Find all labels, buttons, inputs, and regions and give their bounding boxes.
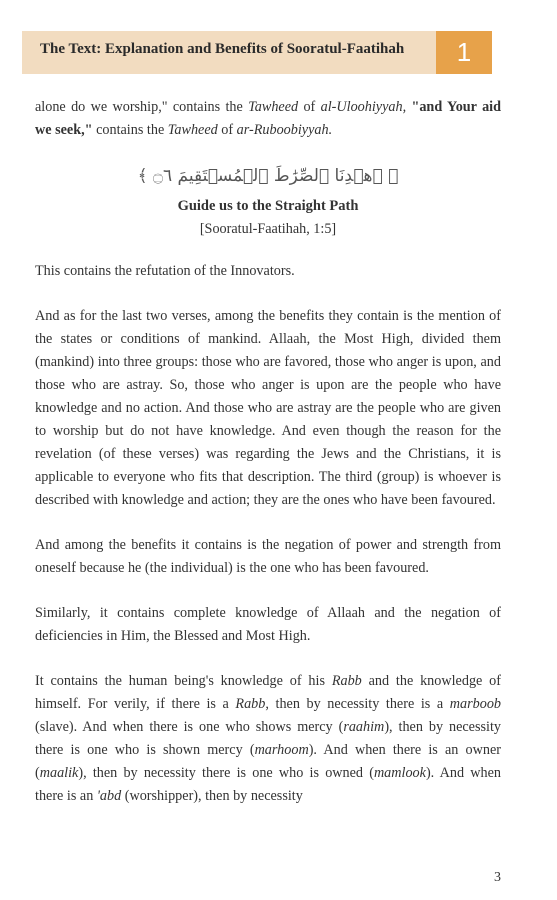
text-segment: ). And when there is an owner ( xyxy=(35,742,501,781)
intro-text-2: of xyxy=(298,99,321,115)
paragraph-gap xyxy=(35,283,501,305)
intro-paragraph xyxy=(35,96,501,142)
chapter-number: 1 xyxy=(456,37,472,67)
intro-text-4: of xyxy=(217,122,237,138)
term-abd: 'abd xyxy=(96,788,122,804)
paragraph-knowledge-of-allaah: Similarly, it contains complete knowledge of Allaah and the negation of deficiencies in Him, the Blessed and Most High. xyxy=(35,605,501,644)
quran-verse-block xyxy=(35,162,501,240)
paragraph-knowledge-of-rabb xyxy=(35,670,501,808)
paragraph-gap xyxy=(35,580,501,602)
text-segment: and the knowledge of himself. For verily, if there is a xyxy=(35,673,501,712)
intro-text-1: alone do we worship," contains the xyxy=(35,99,249,115)
term-ar-ruboobiyyah: ar-Ruboobiyyah. xyxy=(236,122,333,138)
text-segment: ), then by necessity there is one who is owned ( xyxy=(78,765,374,781)
running-header-title: The Text: Explanation and Benefits of Sooratul-Faatihah xyxy=(40,41,405,57)
text-segment: (worshipper), then by necessity xyxy=(121,788,303,804)
term-tawheed-2: Tawheed xyxy=(167,122,218,138)
term-rabb-2: Rabb xyxy=(235,696,266,712)
intro-text-3: contains the xyxy=(92,122,168,138)
paragraph-refutation: This contains the refutation of the Innovators. xyxy=(35,263,295,279)
term-marboob: marboob xyxy=(449,696,502,712)
page-number: 3 xyxy=(494,870,501,885)
paragraph-conditions-of-mankind: And as for the last two verses, among the benefits they contain is the mention of the states or conditions of mankind. Allaah, the Most High, divided them (mankind) into three groups: those who are favored, those who anger is upon, and those who are astray. So, those who anger is upon are the people who have knowledge and no action. And those who are astray are the people who are given to worship but do not have knowledge. And even though the reason for the revelation (of these verses) was regarding the Jews and the Christians, it is applicable to everyone who fits that description. The third (group) is whoever is described with knowledge and action; they are the ones who have been favoured. xyxy=(35,308,501,508)
text-segment: (slave). And when there is one who shows mercy ( xyxy=(35,719,344,735)
term-al-uloohiyyah: al-Uloohiyyah, xyxy=(320,99,407,115)
quoted-verse-part: "and Your aid we seek," xyxy=(35,99,501,138)
chapter-number-badge xyxy=(436,31,492,74)
text-segment: ). And when there is an xyxy=(35,765,501,804)
term-raahim: raahim xyxy=(343,719,385,735)
arabic-verse: ﴿ ٱهۡدِنَا ٱلصِّرَٰطَ ٱلۡمُسۡتَقِيمَ ۝٦ ﴾ xyxy=(137,166,399,186)
verse-translation: Guide us to the Straight Path xyxy=(177,198,359,214)
paragraph-gap xyxy=(35,648,501,670)
paragraph-negation-of-power: And among the benefits it contains is the negation of power and strength from oneself because he (the individual) is the one who has been favoured. xyxy=(35,537,501,576)
term-tawheed: Tawheed xyxy=(248,99,299,115)
text-segment: It contains the human being's knowledge of his xyxy=(35,673,332,689)
term-mamlook: mamlook xyxy=(373,765,426,781)
text-segment: ), then by necessity there is one who is shown mercy ( xyxy=(35,719,501,758)
paragraph-gap xyxy=(35,512,501,534)
verse-reference: [Sooratul-Faatihah, 1:5] xyxy=(199,221,337,237)
text-segment: , then by necessity there is a xyxy=(265,696,450,712)
term-marhoom: marhoom xyxy=(254,742,309,758)
term-rabb: Rabb xyxy=(331,673,362,689)
term-maalik: maalik xyxy=(39,765,79,781)
page-body xyxy=(35,96,501,808)
